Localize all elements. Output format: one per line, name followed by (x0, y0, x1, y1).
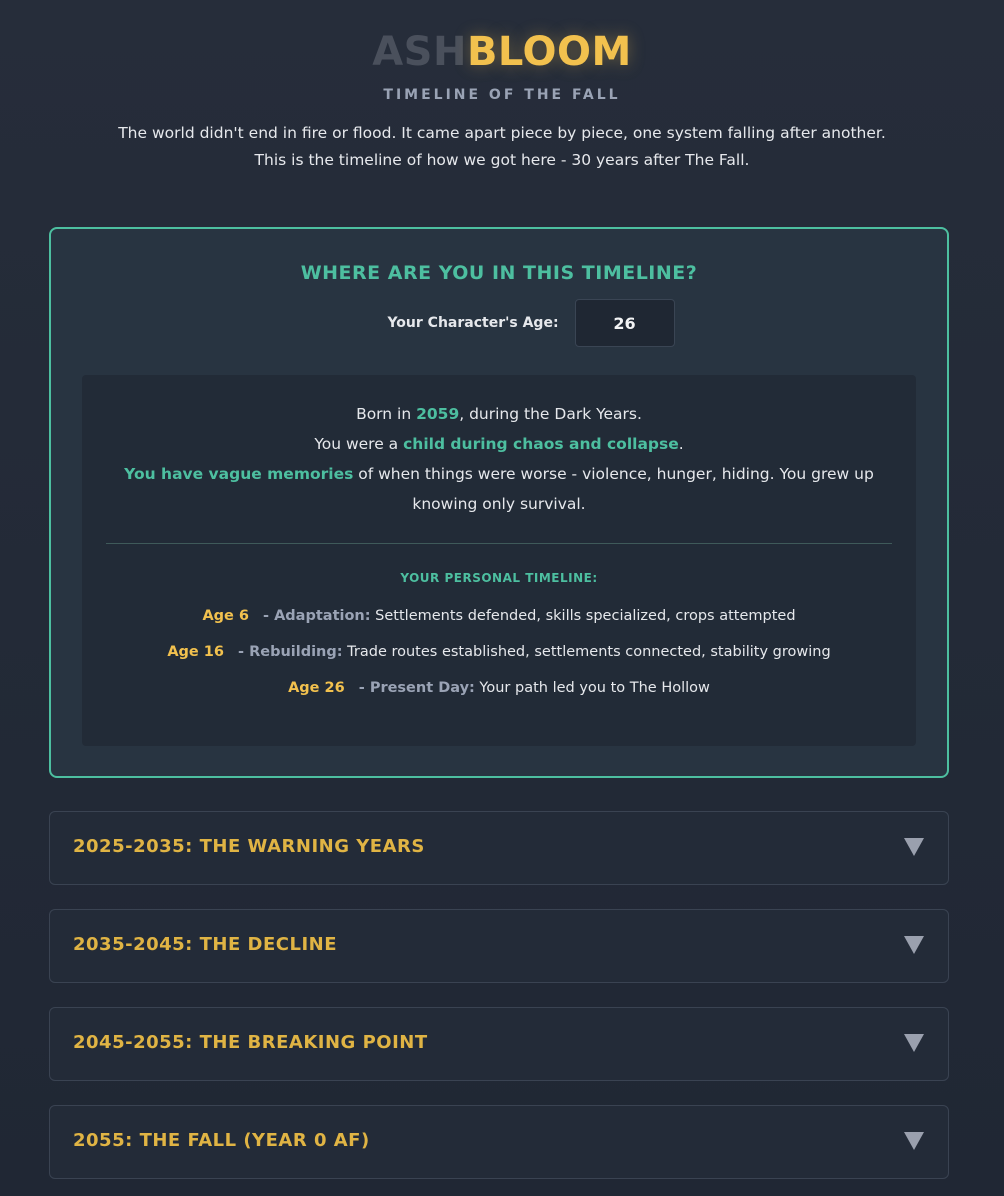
personal-timeline-item (82, 608, 916, 624)
age-result-text (82, 399, 916, 519)
era-section-breaking-point[interactable] (49, 1007, 949, 1081)
timeline-age: Age 26 (288, 680, 345, 696)
era-title: 2025-2035: THE WARNING YEARS (73, 836, 425, 857)
born-year: 2059 (416, 405, 460, 423)
personal-timeline-item (82, 644, 916, 660)
timeline-text: Settlements defended, skills specialized, crops attempted (370, 608, 796, 624)
timeline-text: Trade routes established, settlements connected, stability growing (342, 644, 831, 660)
child-suffix: . (678, 435, 684, 453)
chevron-down-icon[interactable] (904, 936, 924, 954)
intro-line-1: The world didn't end in fire or flood. It came apart piece by piece, one system falling after another. (118, 124, 886, 142)
intro-text (0, 120, 1004, 174)
child-line (112, 429, 886, 459)
timeline-age: Age 6 (202, 608, 250, 624)
child-prefix: You were a (314, 435, 404, 453)
logo-ash: ASH (372, 29, 467, 75)
era-section-decline[interactable] (49, 909, 949, 983)
logo (0, 27, 1004, 77)
timeline-phase: - Present Day: (358, 680, 475, 696)
memories-text: of when things were worse - violence, hunger, hiding. You grew up knowing only survival. (353, 465, 874, 513)
page-header (0, 0, 1004, 174)
era-title: 2045-2055: THE BREAKING POINT (73, 1032, 428, 1053)
timeline-age: Age 16 (167, 644, 224, 660)
era-title: 2035-2045: THE DECLINE (73, 934, 338, 955)
intro-line-2: This is the timeline of how we got here - 30 years after The Fall. (254, 151, 750, 169)
memories-line (112, 459, 886, 519)
era-section-the-fall[interactable] (49, 1105, 949, 1179)
age-input[interactable] (575, 299, 675, 347)
personal-timeline-title: YOUR PERSONAL TIMELINE: (400, 571, 598, 585)
chevron-down-icon[interactable] (904, 1132, 924, 1150)
era-title: 2055: THE FALL (YEAR 0 AF) (73, 1130, 370, 1151)
page-subtitle: TIMELINE OF THE FALL (383, 87, 621, 103)
chevron-down-icon[interactable] (904, 1034, 924, 1052)
age-calculator-panel (49, 227, 949, 778)
memories-highlight: You have vague memories (124, 465, 354, 483)
born-line (112, 399, 886, 429)
born-suffix: , during the Dark Years. (459, 405, 642, 423)
timeline-text: Your path led you to The Hollow (474, 680, 710, 696)
child-highlight: child during chaos and collapse (403, 435, 679, 453)
chevron-down-icon[interactable] (904, 838, 924, 856)
logo-bloom: BLOOM (466, 29, 632, 75)
result-divider (106, 543, 892, 544)
timeline-phase: - Rebuilding: (238, 644, 343, 660)
born-prefix: Born in (356, 405, 417, 423)
era-section-warning-years[interactable] (49, 811, 949, 885)
age-input-row (115, 299, 947, 347)
timeline-phase: - Adaptation: (263, 608, 371, 624)
age-result-box (82, 375, 916, 746)
personal-timeline-list (82, 608, 916, 696)
age-panel-title: WHERE ARE YOU IN THIS TIMELINE? (300, 262, 698, 284)
personal-timeline-item (82, 680, 916, 696)
age-label: Your Character's Age: (387, 315, 559, 331)
